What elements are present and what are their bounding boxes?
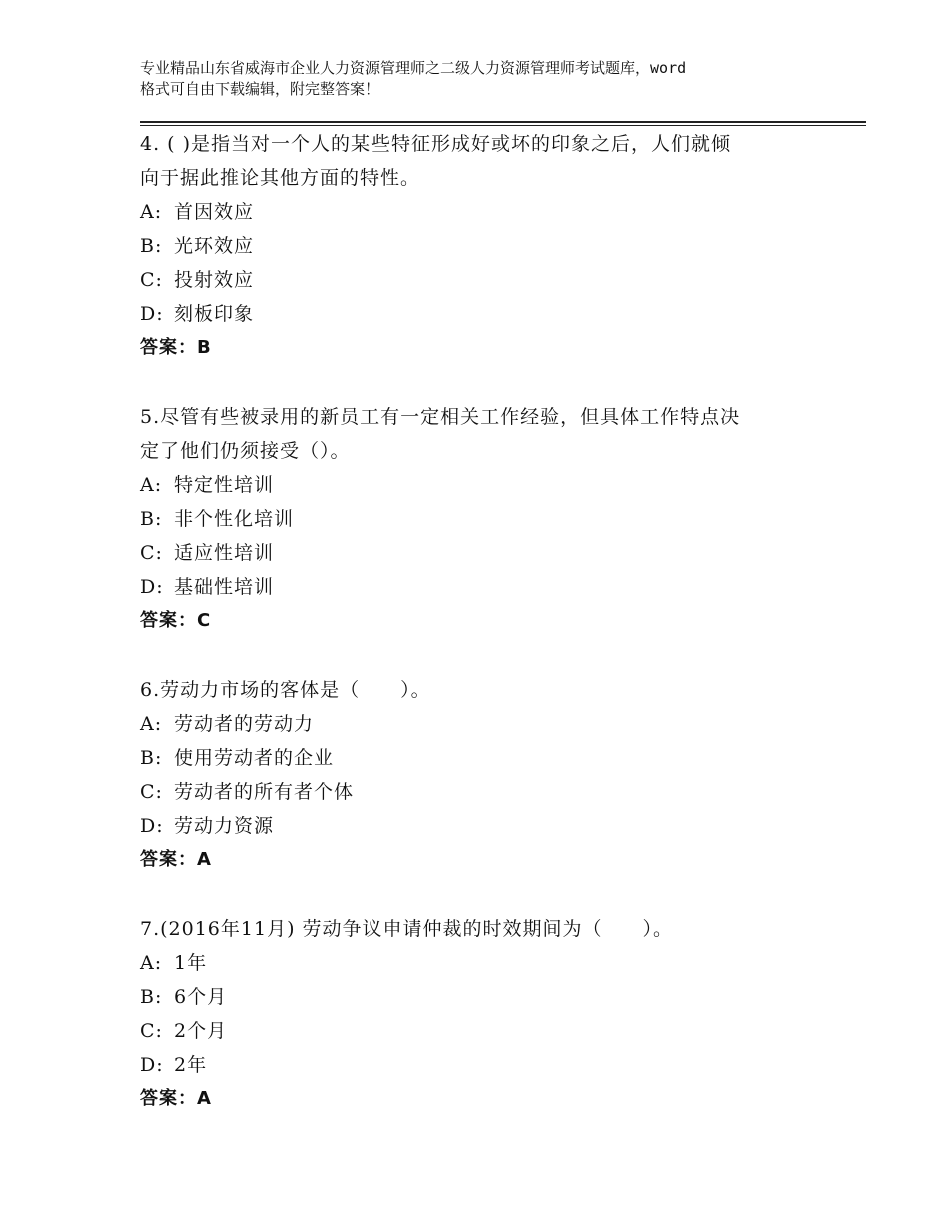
option-text: 基础性培训 <box>174 576 275 598</box>
option-letter: D: <box>140 303 164 325</box>
option-text: 1年 <box>174 952 208 974</box>
option-a <box>140 946 820 980</box>
option-d <box>140 570 820 604</box>
option-c <box>140 775 820 809</box>
question-text-line: 5.尽管有些被录用的新员工有一定相关工作经验，但具体工作特点决 <box>140 406 741 428</box>
question-text <box>140 911 820 946</box>
question-text-line: 定了他们仍须接受（）。 <box>140 440 351 462</box>
option-letter: B: <box>140 508 163 530</box>
option-d <box>140 809 820 843</box>
option-letter: B: <box>140 235 163 257</box>
option-text: 使用劳动者的企业 <box>174 747 335 769</box>
header-line-1: 专业精品山东省威海市企业人力资源管理师之二级人力资源管理师考试题库，word <box>140 59 687 77</box>
header-line-2: 格式可自由下载编辑，附完整答案！ <box>140 80 381 98</box>
option-letter: B: <box>140 986 163 1008</box>
document-header <box>140 58 840 100</box>
option-text: 2个月 <box>174 1020 228 1042</box>
option-letter: B: <box>140 747 163 769</box>
option-text: 劳动者的所有者个体 <box>174 781 355 803</box>
question-text-line: 6.劳动力市场的客体是（ ）。 <box>140 679 431 701</box>
option-text: 投射效应 <box>174 269 255 291</box>
question-spacer <box>140 365 820 399</box>
option-a <box>140 707 820 741</box>
question-spacer <box>140 638 820 672</box>
option-b <box>140 980 820 1014</box>
question-text <box>140 399 820 468</box>
option-b <box>140 502 820 536</box>
question-list <box>140 126 820 1116</box>
question-text <box>140 126 820 195</box>
header-divider-thick <box>140 121 866 123</box>
answer-label: 答案：A <box>140 849 212 870</box>
question-text <box>140 672 820 707</box>
answer-label: 答案：A <box>140 1088 212 1109</box>
question-4 <box>140 126 820 365</box>
option-text: 刻板印象 <box>174 303 255 325</box>
option-letter: C: <box>140 1020 163 1042</box>
option-text: 6个月 <box>174 986 228 1008</box>
option-d <box>140 1048 820 1082</box>
option-c <box>140 536 820 570</box>
option-b <box>140 229 820 263</box>
option-text: 2年 <box>174 1054 208 1076</box>
option-letter: C: <box>140 269 163 291</box>
question-spacer <box>140 877 820 911</box>
option-letter: D: <box>140 815 164 837</box>
option-text: 光环效应 <box>174 235 255 257</box>
question-5 <box>140 399 820 638</box>
option-letter: C: <box>140 542 163 564</box>
option-text: 适应性培训 <box>174 542 275 564</box>
question-6 <box>140 672 820 877</box>
option-text: 劳动力资源 <box>174 815 275 837</box>
option-letter: A: <box>140 474 163 496</box>
option-a <box>140 468 820 502</box>
option-text: 特定性培训 <box>174 474 275 496</box>
option-a <box>140 195 820 229</box>
answer-label: 答案：B <box>140 337 212 358</box>
option-letter: A: <box>140 952 163 974</box>
option-text: 劳动者的劳动力 <box>174 713 315 735</box>
option-text: 首因效应 <box>174 201 255 223</box>
question-7 <box>140 911 820 1116</box>
option-text: 非个性化培训 <box>174 508 295 530</box>
option-c <box>140 1014 820 1048</box>
answer-label: 答案：C <box>140 610 212 631</box>
question-text-line: 7.(2016年11月) 劳动争议申请仲裁的时效期间为（ ）。 <box>140 918 674 940</box>
question-text-line: 4. ( )是指当对一个人的某些特征形成好或坏的印象之后，人们就倾 <box>140 133 732 155</box>
option-letter: A: <box>140 713 163 735</box>
question-text-line: 向于据此推论其他方面的特性。 <box>140 167 421 189</box>
option-letter: C: <box>140 781 163 803</box>
option-letter: D: <box>140 576 164 598</box>
option-b <box>140 741 820 775</box>
option-letter: A: <box>140 201 163 223</box>
option-d <box>140 297 820 331</box>
option-c <box>140 263 820 297</box>
option-letter: D: <box>140 1054 164 1076</box>
